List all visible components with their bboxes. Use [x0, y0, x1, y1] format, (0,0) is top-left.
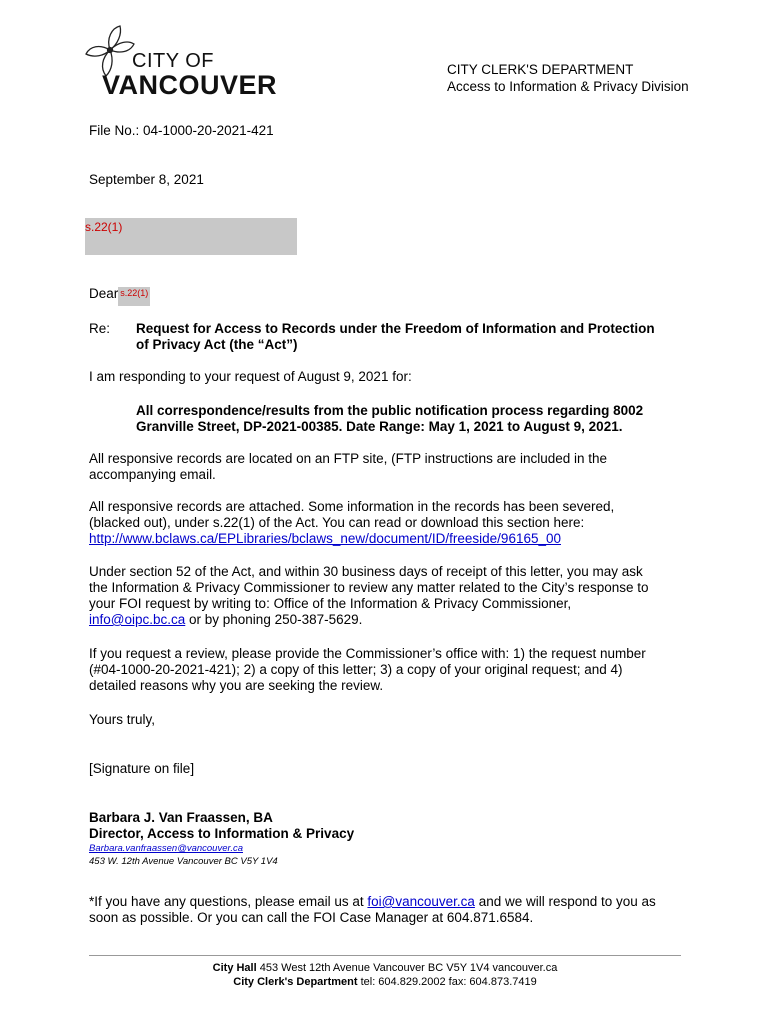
questions-text: and we will respond to you as [474, 894, 656, 909]
footer-dept-contact: tel: 604.829.2002 fax: 604.873.7419 [357, 976, 537, 988]
letter-date: September 8, 2021 [89, 172, 204, 187]
signer-title: Director, Access to Information & Privacy [89, 826, 355, 841]
intro-paragraph: I am responding to your request of August 9, 2021 for: [89, 369, 412, 384]
foi-email-link[interactable]: foi@vancouver.ca [367, 894, 475, 909]
review-line: the Information & Privacy Commissioner to review any matter related to the City’s response to [89, 580, 649, 595]
footer-dept-label: City Clerk's Department [233, 976, 358, 988]
division-name: Access to Information & Privacy Division [447, 79, 689, 94]
footer-city-hall-address: 453 West 12th Avenue Vancouver BC V5Y 1V4 vancouver.ca [256, 962, 558, 974]
re-label: Re: [89, 321, 111, 336]
salutation-redaction: s.22(1) [118, 287, 150, 306]
attached-line: All responsive records are attached. Some information in the records has been severed, [89, 499, 615, 514]
closing: Yours truly, [89, 712, 156, 727]
logo-city-of: CITY OF [132, 50, 215, 72]
re-subject-line: of Privacy Act (the “Act”) [136, 337, 298, 352]
department-header [447, 61, 689, 95]
request-text-line: Granville Street, DP-2021-00385. Date Range: May 1, 2021 to August 9, 2021. [136, 419, 623, 434]
salutation-text: Dear [89, 286, 119, 301]
ftp-line: accompanying email. [89, 467, 216, 482]
request-review-line: If you request a review, please provide the Commissioner’s office with: 1) the request number [89, 646, 646, 661]
questions-paragraph [89, 894, 699, 926]
request-review-line: (#04-1000-20-2021-421); 2) a copy of this letter; 3) a copy of your original request; and 4) [89, 662, 623, 677]
ftp-line: All responsive records are located on an FTP site, (FTP instructions are included in the [89, 451, 608, 466]
request-review-line: detailed reasons why you are seeking the review. [89, 678, 384, 693]
bclaws-link[interactable]: http://www.bclaws.ca/EPLibraries/bclaws_new/document/ID/freeside/96165_00 [89, 531, 561, 546]
footer [89, 961, 681, 989]
review-paragraph [89, 564, 689, 628]
questions-line: soon as possible. Or you can call the FOI Case Manager at 604.871.6584. [89, 910, 534, 925]
signer-name: Barbara J. Van Fraassen, BA [89, 810, 273, 825]
review-phone-text: or by phoning 250-387-5629. [185, 612, 363, 627]
ftp-paragraph [89, 451, 689, 483]
footer-city-hall-label: City Hall [212, 962, 257, 974]
signer-email-link[interactable]: Barbara.vanfraassen@vancouver.ca [89, 843, 243, 854]
file-number: File No.: 04-1000-20-2021-421 [89, 123, 274, 138]
questions-text: *If you have any questions, please email us at [89, 894, 368, 909]
re-subject [136, 321, 696, 353]
request-review-paragraph [89, 646, 689, 694]
redaction-code: s.22(1) [85, 220, 123, 234]
review-line: your FOI request by writing to: Office of the Information & Privacy Commissioner, [89, 596, 572, 611]
logo-vancouver: VANCOUVER [102, 70, 278, 100]
department-name: CITY CLERK'S DEPARTMENT [447, 62, 634, 77]
footer-divider [89, 955, 681, 956]
city-logo [82, 22, 278, 106]
oipc-email-link[interactable]: info@oipc.bc.ca [89, 612, 186, 627]
salutation [89, 286, 150, 306]
request-text [136, 403, 696, 435]
request-text-line: All correspondence/results from the public notification process regarding 8002 [136, 403, 644, 418]
re-subject-line: Request for Access to Records under the Freedom of Information and Protection [136, 321, 655, 336]
signer-address: 453 W. 12th Avenue Vancouver BC V5Y 1V4 [89, 856, 278, 867]
signer-block [89, 810, 354, 868]
attached-line: (blacked out), under s.22(1) of the Act. You can read or download this section here: [89, 515, 585, 530]
review-line: Under section 52 of the Act, and within 30 business days of receipt of this letter, you may ask [89, 564, 643, 579]
attached-paragraph [89, 499, 689, 547]
signature-placeholder: [Signature on file] [89, 761, 195, 776]
